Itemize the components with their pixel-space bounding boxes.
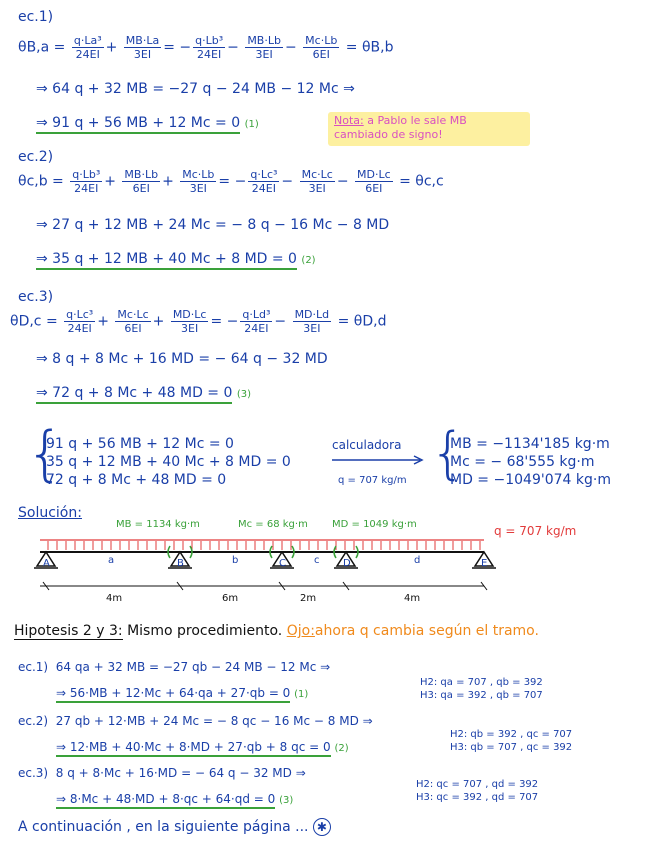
- length-label-3: 4m: [404, 593, 421, 604]
- ec3-frac-3: $\frac{MD\cdot Lc}{3EI}$: [172, 308, 207, 335]
- h-ec2-result: ⇒ 12·MB + 40·Mc + 8·MD + 27·qb + 8 qc = 0: [56, 740, 331, 757]
- h-ec3-result: ⇒ 8·Mc + 48·MD + 8·qc + 64·qd = 0: [56, 792, 275, 809]
- ec1-equation: θB,a = $\frac{\text{q·La³}}{24EI}$ + $\frac{MB\cdot La}{3EI}$ = − $\frac{\text{q·Lb³}}{24EI}$ − $\frac{MB\cdot Lb}{3EI}$ − $\frac{Mc\cdot Lb}{6EI}$ = θB,b: [18, 34, 394, 61]
- ec3-lhs: θD,c =: [10, 313, 58, 330]
- ec2-frac-1: $\frac{\text{q·Lb³}}{24EI}$: [72, 168, 101, 195]
- support-label-A: A: [43, 558, 50, 569]
- ec2-frac-4: $\frac{\text{q·Lc³}}{24EI}$: [250, 168, 278, 195]
- ec1-step2: ⇒ 91 q + 56 MB + 12 Mc = 0: [36, 115, 240, 134]
- ec3-step2: ⇒ 72 q + 8 Mc + 48 MD = 0: [36, 385, 232, 404]
- ec2-tag: (2): [301, 255, 316, 266]
- system-eq-2: 35 q + 12 MB + 40 Mc + 8 MD = 0: [46, 454, 291, 470]
- ec2-step2-row: [36, 250, 316, 270]
- h-ec2-line2: [56, 738, 349, 758]
- length-label-2: 2m: [300, 593, 317, 604]
- sol-load-label: q = 707 kg/m: [494, 524, 577, 538]
- ec3-frac-1: $\frac{\text{q·Lc³}}{24EI}$: [66, 308, 94, 335]
- hyp-header: [14, 622, 539, 640]
- h-ec1-eq: 64 qa + 32 MB = −27 qb − 24 MB − 12 Mc ⇒: [55, 660, 331, 674]
- result-md: MD = −1049'074 kg·m: [450, 472, 611, 488]
- h-ec3-line1: [18, 764, 306, 782]
- ec3-label: ec.3): [18, 289, 54, 305]
- h-ec1-h2: H2: qa = 707 , qb = 392: [420, 677, 543, 688]
- ec1-label: ec.1): [18, 9, 54, 25]
- span-label-a: a: [108, 555, 115, 566]
- ec3-frac-5: $\frac{MD\cdot Ld}{3EI}$: [294, 308, 330, 335]
- support-label-B: B: [177, 558, 184, 569]
- ec1-frac-4: $\frac{MB\cdot Lb}{3EI}$: [247, 34, 281, 61]
- hyp-title: Hipotesis 2 y 3:: [14, 623, 123, 639]
- h-ec2-label: ec.2): [18, 714, 49, 728]
- ec1-step2-row: [36, 114, 259, 134]
- span-label-b: b: [232, 555, 239, 566]
- ec3-frac-4: $\frac{\text{q·Ld³}}{24EI}$: [242, 308, 271, 335]
- footer-star-icon: ✱: [313, 818, 331, 836]
- h-ec2-tag: (2): [334, 743, 349, 754]
- h-ec1-label: ec.1): [18, 660, 49, 674]
- support-label-E: E: [481, 558, 488, 569]
- ec2-step1: ⇒ 27 q + 12 MB + 24 Mc = − 8 q − 16 Mc − 8 MD: [36, 217, 390, 233]
- sol-mb-label: MB = 1134 kg·m: [116, 519, 200, 530]
- footer-text: A continuación , en la siguiente página ...: [18, 819, 309, 835]
- results-brace: {: [430, 421, 466, 486]
- h-ec3-tag: (3): [279, 795, 294, 806]
- h-ec1-line1: [18, 658, 330, 676]
- hyp-warn: Ojo:ahora q cambia según el tramo.: [286, 623, 539, 639]
- h-ec3-eq: 8 q + 8·Mc + 16·MD = − 64 q − 32 MD ⇒: [55, 766, 306, 780]
- h-ec3-cases: [416, 778, 538, 804]
- system-eq-3: 72 q + 8 Mc + 48 MD = 0: [46, 472, 227, 488]
- ec3-step1: ⇒ 8 q + 8 Mc + 16 MD = − 64 q − 32 MD: [36, 351, 328, 367]
- support-label-C: C: [279, 558, 286, 569]
- ec1-frac-5: $\frac{Mc\cdot Lb}{6EI}$: [305, 34, 338, 61]
- system-brace: {: [26, 419, 65, 489]
- note-head: Nota:: [334, 114, 364, 127]
- ec3-equation: θD,c = $\frac{\text{q·Lc³}}{24EI}$ + $\frac{Mc\cdot Lc}{6EI}$ + $\frac{MD\cdot Lc}{3EI}$ = − $\frac{\text{q·Ld³}}{24EI}$ − $\frac{MD\cdot Ld}{3EI}$ = θD,d: [10, 308, 387, 335]
- h-ec3-h3: H3: qc = 392 , qd = 707: [416, 792, 539, 803]
- ec1-rhs: = θB,b: [345, 39, 394, 56]
- ec2-frac-3: $\frac{Mc\cdot Lb}{3EI}$: [182, 168, 215, 195]
- h-ec1-line2: [56, 684, 308, 704]
- ec2-label: ec.2): [18, 149, 54, 165]
- h-ec2-eq: 27 qb + 12·MB + 24 Mc = − 8 qc − 16 Mc − 8 MD ⇒: [55, 714, 373, 728]
- ec2-step2: ⇒ 35 q + 12 MB + 40 Mc + 8 MD = 0: [36, 251, 297, 270]
- note-box: [328, 112, 530, 146]
- h-ec2-h2: H2: qb = 392 , qc = 707: [450, 729, 573, 740]
- calc-label: calculadora: [332, 438, 402, 452]
- ec1-step1: ⇒ 64 q + 32 MB = −27 q − 24 MB − 12 Mc ⇒: [36, 81, 355, 97]
- ec3-tag: (3): [236, 389, 252, 400]
- ec1-lhs: θB,a =: [18, 39, 66, 56]
- ec2-frac-5: $\frac{Mc\cdot Lc}{3EI}$: [301, 168, 333, 195]
- ec2-equation: θc,b = $\frac{\text{q·Lb³}}{24EI}$ + $\frac{MB\cdot Lb}{6EI}$ + $\frac{Mc\cdot Lb}{3EI}$ = − $\frac{\text{q·Lc³}}{24EI}$ − $\frac{Mc\cdot Lc}{3EI}$ − $\frac{MD\cdot Lc}{6EI}$ = θc,c: [18, 168, 444, 195]
- hyp-subtitle: Mismo procedimiento.: [127, 623, 283, 639]
- length-label-0: 4m: [106, 593, 123, 604]
- h-ec3-label: ec.3): [18, 766, 49, 780]
- note-text: a Pablo le sale MB cambiado de signo!: [334, 114, 467, 141]
- span-label-d: d: [414, 555, 421, 566]
- span-label-c: c: [314, 555, 320, 566]
- h-ec2-line1: [18, 712, 373, 730]
- ec1-frac-2: $\frac{MB\cdot La}{3EI}$: [125, 34, 160, 61]
- ec1-frac-3: $\frac{\text{q·Lb³}}{24EI}$: [195, 34, 224, 61]
- support-label-D: D: [343, 558, 351, 569]
- ec3-step2-row: [36, 384, 251, 404]
- h-ec2-cases: [450, 728, 572, 754]
- solution-title: Solución:: [18, 505, 82, 521]
- ec1-frac-1: $\frac{\text{q·La³}}{24EI}$: [73, 34, 102, 61]
- footer-note: [18, 818, 331, 836]
- length-label-1: 6m: [222, 593, 239, 604]
- h-ec1-result: ⇒ 56·MB + 12·Mc + 64·qa + 27·qb = 0: [56, 686, 290, 703]
- ec3-rhs: = θD,d: [337, 313, 387, 330]
- sol-md-label: MD = 1049 kg·m: [332, 519, 417, 530]
- h-ec3-h2: H2: qc = 707 , qd = 392: [416, 779, 539, 790]
- ec2-frac-2: $\frac{MB\cdot Lb}{6EI}$: [124, 168, 159, 195]
- calc-arrow: [330, 454, 428, 466]
- ec1-tag: (1): [244, 119, 259, 130]
- beam-diagram: [0, 528, 646, 604]
- h-ec1-cases: [420, 676, 543, 702]
- h-ec1-h3: H3: qa = 392 , qb = 707: [420, 690, 543, 701]
- ec2-lhs: θc,b =: [18, 173, 64, 190]
- sol-mc-label: Mc = 68 kg·m: [238, 519, 308, 530]
- h-ec2-h3: H3: qb = 707 , qc = 392: [450, 742, 573, 753]
- ec2-rhs: = θc,c: [399, 173, 444, 190]
- h-ec1-tag: (1): [294, 689, 309, 700]
- result-mb: MB = −1134'185 kg·m: [450, 436, 610, 452]
- load-arrows: [48, 541, 480, 550]
- ec3-frac-2: $\frac{Mc\cdot Lc}{6EI}$: [117, 308, 149, 335]
- result-mc: Mc = − 68'555 kg·m: [450, 454, 595, 470]
- system-eq-1: 91 q + 56 MB + 12 Mc = 0: [46, 436, 234, 452]
- q-value: q = 707 kg/m: [338, 475, 407, 486]
- h-ec3-line2: [56, 790, 293, 810]
- ec2-frac-6: $\frac{MD\cdot Lc}{6EI}$: [357, 168, 391, 195]
